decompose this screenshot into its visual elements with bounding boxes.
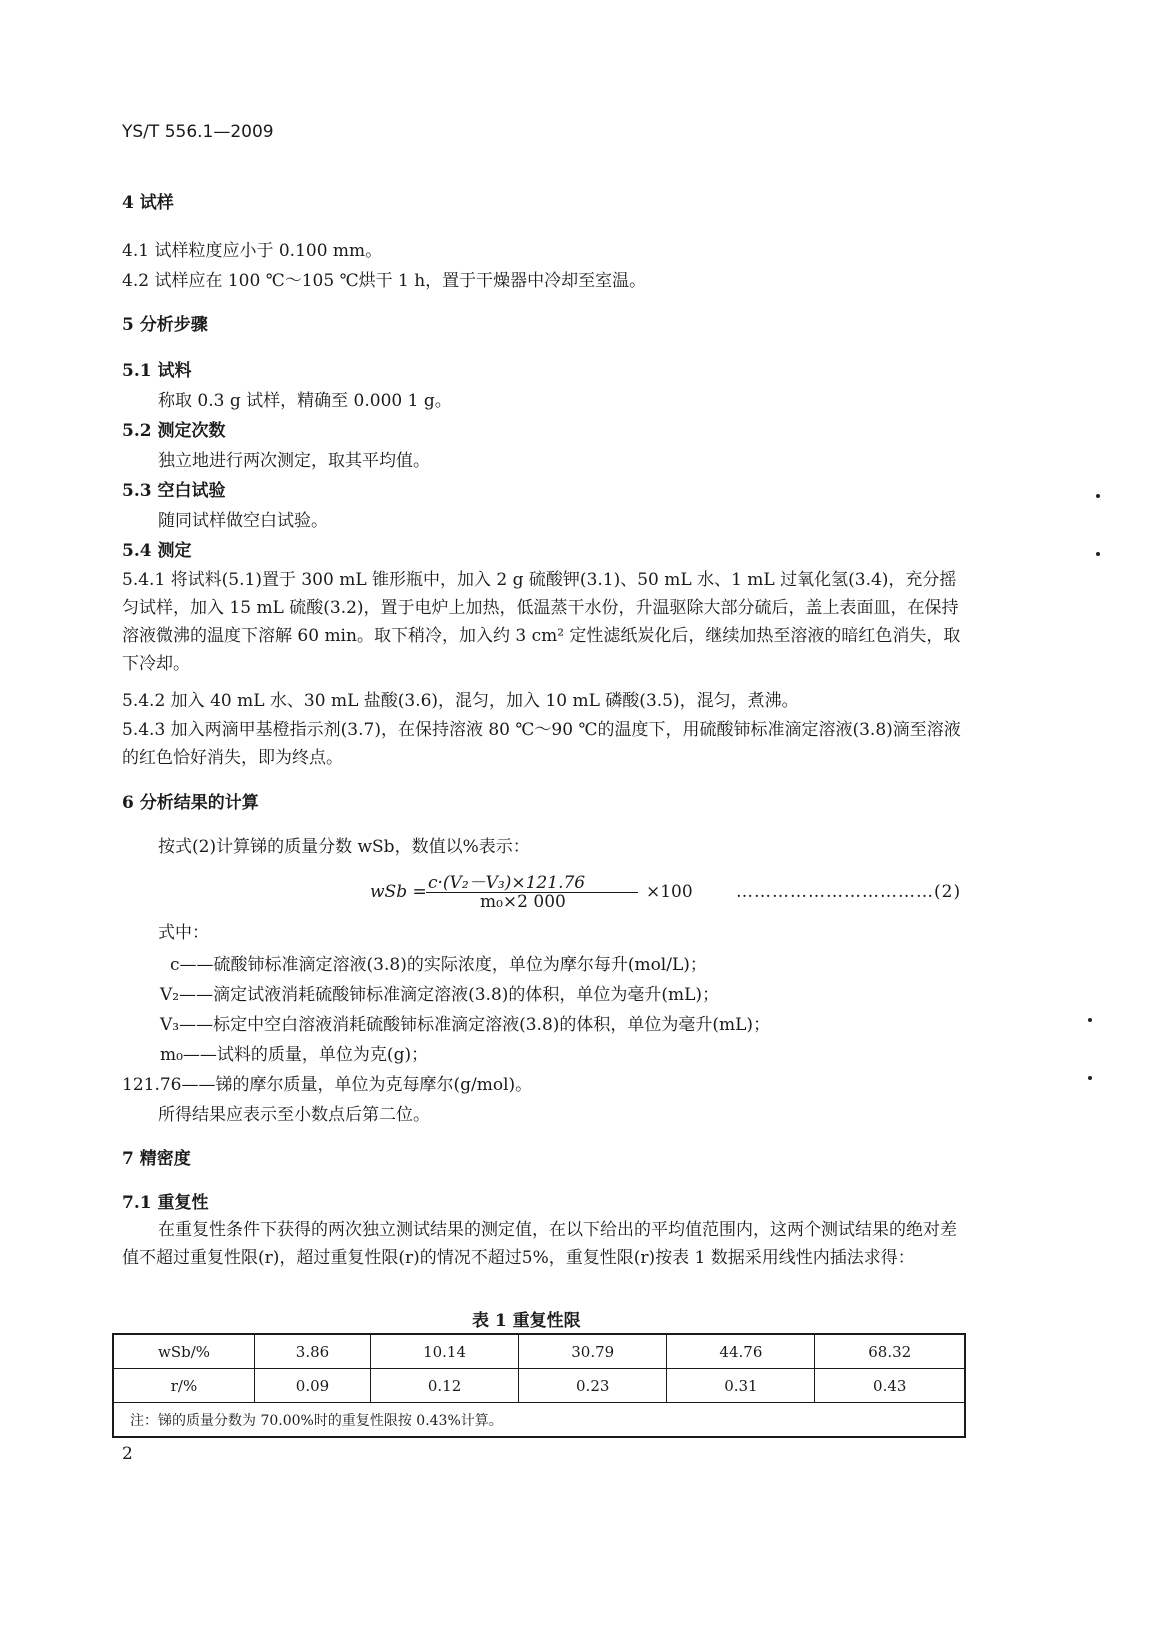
formula-denominator: m₀×2 000 xyxy=(480,892,566,912)
table-cell: 10.14 xyxy=(370,1334,518,1369)
formula-2 xyxy=(370,868,710,918)
row-header-wsb: wSb/% xyxy=(113,1334,255,1369)
clause-5-3-title: 5.3 空白试验 xyxy=(122,481,226,501)
formula-numerator: c·(V₂－V₃)×121.76 xyxy=(428,873,586,893)
clause-4-2: 4.2 试样应在 100 ℃～105 ℃烘干 1 h，置于干燥器中冷却至室温。 xyxy=(122,271,647,291)
clause-7-1-text: 在重复性条件下获得的两次独立测试结果的测定值，在以下给出的平均值范围内，这两个测试结果的绝对差值不超过重复性限(r)，超过重复性限(r)的情况不超过5%，重复性限(r)按表 1 数据采用线性内插法求得： xyxy=(122,1220,957,1268)
definition-v3: V₃——标定中空白溶液消耗硫酸铈标准滴定溶液(3.8)的体积，单位为毫升(mL)； xyxy=(160,1015,771,1035)
standard-id: YS/T 556.1—2009 xyxy=(122,122,274,142)
repeatability-table xyxy=(112,1333,966,1438)
table-cell: 0.23 xyxy=(519,1369,667,1403)
page-number: 2 xyxy=(122,1444,133,1464)
formula-intro: 按式(2)计算锑的质量分数 wSb，数值以%表示： xyxy=(158,837,530,857)
table-cell: 0.43 xyxy=(815,1369,965,1403)
section-6-title: 6 分析结果的计算 xyxy=(122,793,259,813)
clause-5-4-3: 5.4.3 加入两滴甲基橙指示剂(3.7)，在保持溶液 80 ℃～90 ℃的温度下，用硫酸铈标准滴定溶液(3.8)滴至溶液的红色恰好消失，即为终点。 xyxy=(122,720,961,768)
table-row xyxy=(113,1369,965,1403)
table-row xyxy=(113,1334,965,1369)
table-cell: 3.86 xyxy=(255,1334,371,1369)
rounding-rule: 所得结果应表示至小数点后第二位。 xyxy=(158,1105,430,1125)
scan-speck xyxy=(1096,552,1100,556)
table-note: 注：锑的质量分数为 70.00%时的重复性限按 0.43%计算。 xyxy=(113,1403,965,1438)
clause-5-4-title: 5.4 测定 xyxy=(122,541,192,561)
clause-4-1: 4.1 试样粒度应小于 0.100 mm。 xyxy=(122,241,383,261)
table-cell: 68.32 xyxy=(815,1334,965,1369)
clause-7-1-title: 7.1 重复性 xyxy=(122,1193,209,1213)
scan-speck xyxy=(1096,494,1100,498)
table-cell: 44.76 xyxy=(667,1334,815,1369)
definition-c: c——硫酸铈标准滴定溶液(3.8)的实际浓度，单位为摩尔每升(mol/L)； xyxy=(170,955,707,975)
clause-5-3-text: 随同试样做空白试验。 xyxy=(158,511,328,531)
clause-5-4-1: 5.4.1 将试料(5.1)置于 300 mL 锥形瓶中，加入 2 g 硫酸钾(3.1)、50 mL 水、1 mL 过氧化氢(3.4)，充分摇匀试样，加入 15 mL 硫酸(3.2)，置于电炉上加热，低温蒸干水份，升温驱除大部分硫后，盖上表面皿，在保持溶液微沸的温度下溶解 60 min。取下稍冷，加入约 3 cm² 定性滤纸炭化后，继续加热至溶液的暗红色消失，取下冷却。 xyxy=(122,570,961,674)
definition-v2: V₂——滴定试液消耗硫酸铈标准滴定溶液(3.8)的体积，单位为毫升(mL)； xyxy=(160,985,720,1005)
where-label: 式中： xyxy=(158,923,209,943)
section-4-title: 4 试样 xyxy=(122,193,174,213)
table-cell: 30.79 xyxy=(519,1334,667,1369)
table-caption: 表 1 重复性限 xyxy=(472,1311,581,1331)
clause-5-1-title: 5.1 试料 xyxy=(122,361,192,381)
table-note-row xyxy=(113,1403,965,1438)
definition-m0: m₀——试料的质量，单位为克(g)； xyxy=(160,1045,429,1065)
table-cell: 0.12 xyxy=(370,1369,518,1403)
clause-5-2-title: 5.2 测定次数 xyxy=(122,421,226,441)
formula-multiplier: ×100 xyxy=(646,882,693,902)
section-5-title: 5 分析步骤 xyxy=(122,315,208,335)
clause-5-4-2: 5.4.2 加入 40 mL 水、30 mL 盐酸(3.6)，混匀，加入 10 mL 磷酸(3.5)，混匀，煮沸。 xyxy=(122,691,799,711)
scan-speck xyxy=(1088,1018,1092,1022)
table-cell: 0.09 xyxy=(255,1369,371,1403)
table-cell: 0.31 xyxy=(667,1369,815,1403)
clause-5-2-text: 独立地进行两次测定，取其平均值。 xyxy=(158,451,430,471)
clause-5-1-text: 称取 0.3 g 试样，精确至 0.000 1 g。 xyxy=(158,391,452,411)
formula-lhs: wSb = xyxy=(370,882,427,902)
scan-speck xyxy=(1088,1076,1092,1080)
row-header-r: r/% xyxy=(113,1369,255,1403)
definition-molar-mass: 121.76——锑的摩尔质量，单位为克每摩尔(g/mol)。 xyxy=(122,1075,533,1095)
equation-number: ……………………………(2) xyxy=(736,882,962,902)
section-7-title: 7 精密度 xyxy=(122,1149,191,1169)
